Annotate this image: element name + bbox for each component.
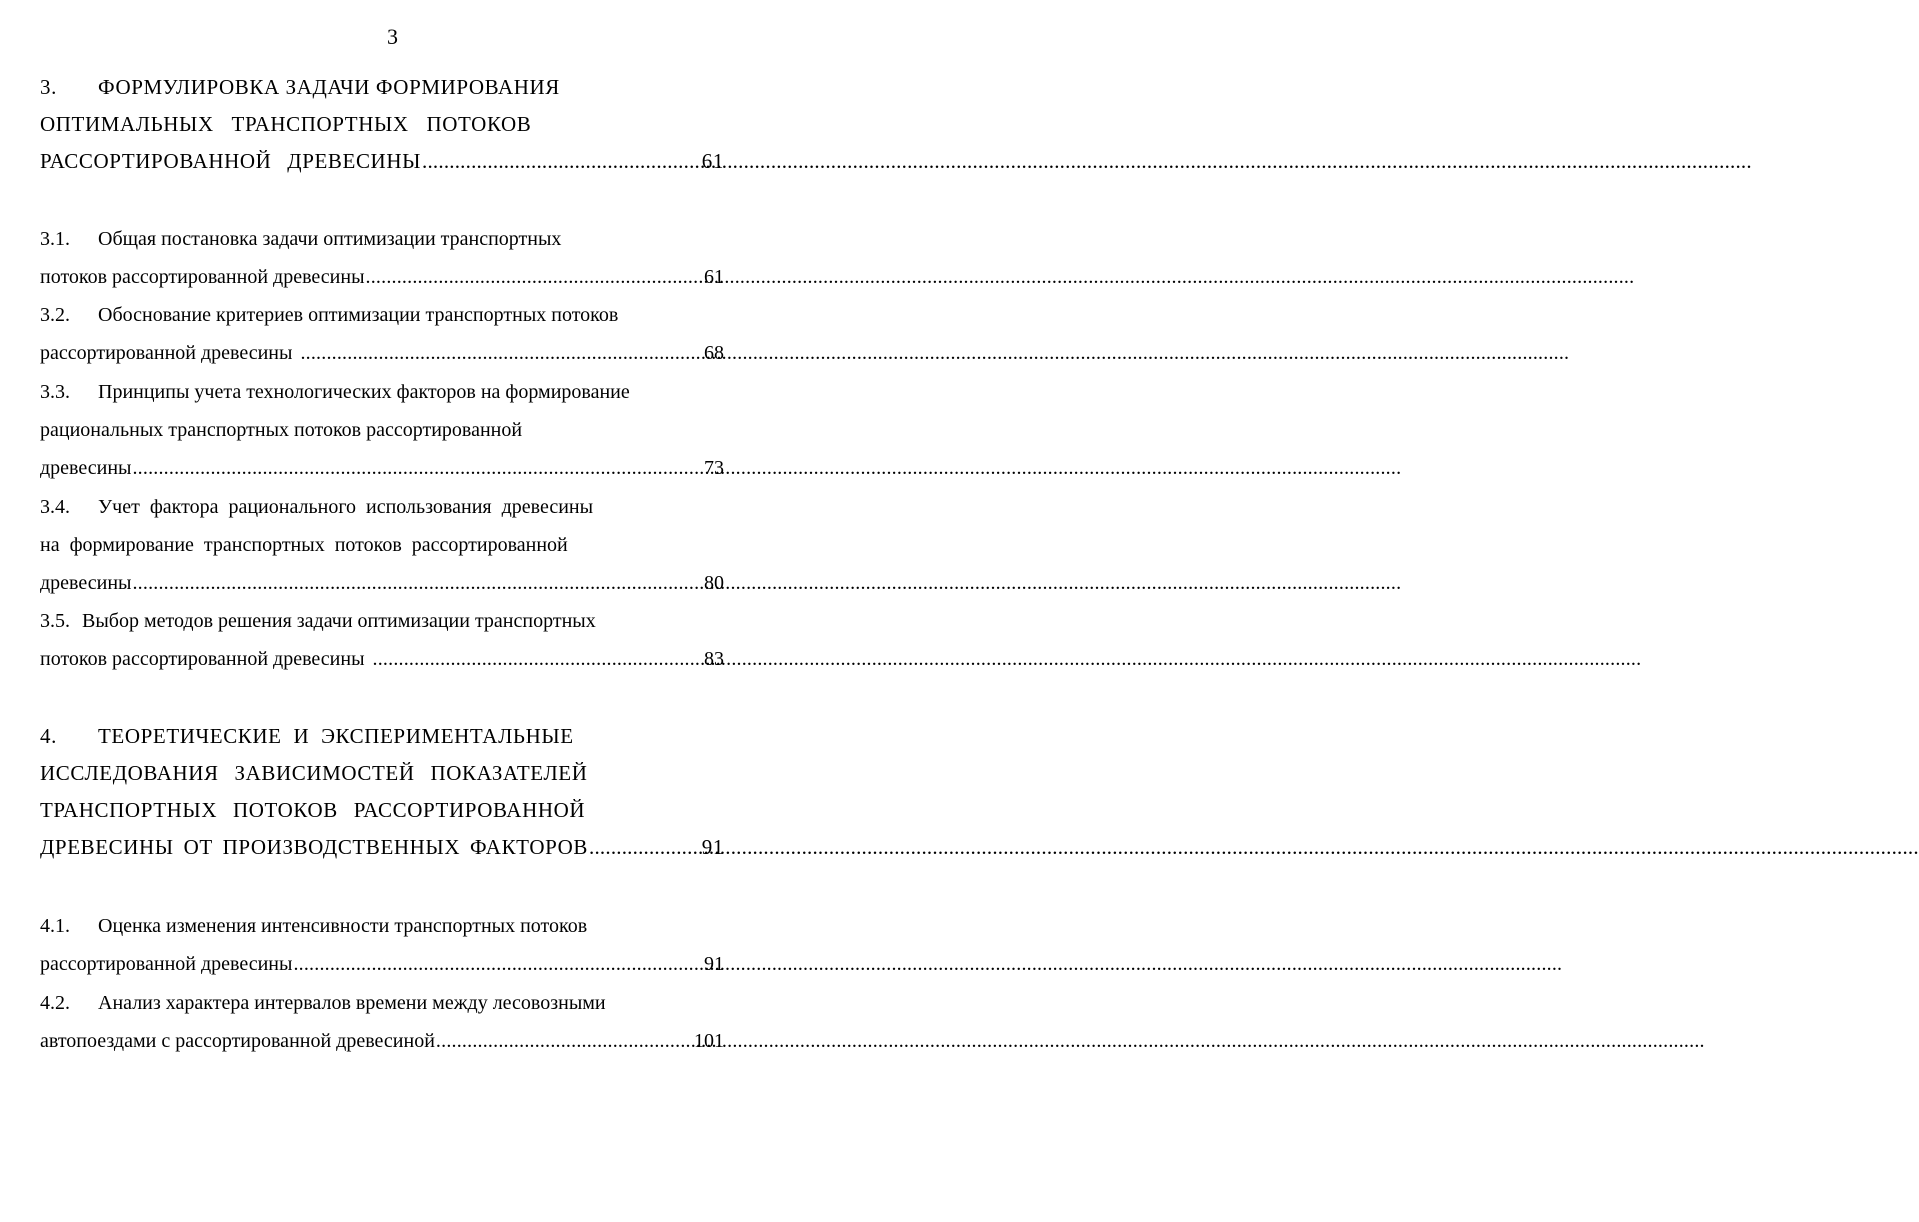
section-title-line: Выбор методов решения задачи оптимизации транспортных <box>82 610 596 632</box>
toc-line <box>40 112 724 150</box>
page-ref: 61 <box>701 149 724 173</box>
dot-leader <box>422 149 701 174</box>
toc-line <box>40 648 724 686</box>
section-title-line: Учет фактора рационального использования древесины <box>98 496 594 518</box>
toc-line <box>40 572 724 610</box>
page-ref: 68 <box>704 342 724 364</box>
section-title-line: ТЕОРЕТИЧЕСКИЕ И ЭКСПЕРИМЕНТАЛЬНЫЕ <box>98 724 574 748</box>
section-title-line: рассортированной древесины <box>40 953 293 975</box>
page-ref: 83 <box>704 648 724 670</box>
section-title-line: потоков рассортированной древесины <box>40 266 365 288</box>
section-title-line: ИССЛЕДОВАНИЯ ЗАВИСИМОСТЕЙ ПОКАЗАТЕЛЕЙ <box>40 761 588 785</box>
toc-line <box>40 342 724 380</box>
toc-line <box>40 534 724 572</box>
toc-line <box>40 149 724 187</box>
toc-line <box>40 496 724 534</box>
section-title-line: ДРЕВЕСИНЫ ОТ ПРОИЗВОДСТВЕННЫХ ФАКТОРОВ <box>40 835 589 859</box>
dot-leader <box>366 266 703 289</box>
section-number: 3.2. <box>40 304 70 326</box>
section-number: 4.2. <box>40 992 70 1014</box>
section-number: 4. <box>40 724 57 748</box>
page-ref: 61 <box>704 266 724 288</box>
toc-line <box>40 1030 724 1068</box>
toc-line <box>40 798 724 836</box>
toc-line <box>40 835 724 873</box>
toc-line <box>40 992 724 1030</box>
toc-line <box>40 610 724 648</box>
section-number: 3. <box>40 75 57 99</box>
dot-leader <box>293 953 703 976</box>
section-title-line: автопоездами с рассортированной древесиной <box>40 1030 435 1052</box>
section-title-line: потоков рассортированной древесины <box>40 648 365 670</box>
toc-line <box>40 457 724 495</box>
dot-leader <box>300 342 703 365</box>
section-title-line: древесины <box>40 572 132 594</box>
section-number: 3.1. <box>40 228 70 250</box>
dot-leader <box>373 648 703 671</box>
section-number: 4.1. <box>40 915 70 937</box>
dot-leader <box>132 457 699 480</box>
toc-line <box>40 304 724 342</box>
toc-line <box>40 75 724 113</box>
section-title-line: Обоснование критериев оптимизации транспортных потоков <box>98 304 619 326</box>
toc-line <box>40 953 724 991</box>
section-title-line: ФОРМУЛИРОВКА ЗАДАЧИ ФОРМИРОВАНИЯ <box>98 75 560 99</box>
toc-line <box>40 266 724 304</box>
toc-line <box>40 724 724 762</box>
section-title-line: на формирование транспортных потоков рассортированной <box>40 534 568 556</box>
section-title-line: РАССОРТИРОВАННОЙ ДРЕВЕСИНЫ <box>40 149 422 173</box>
section-number: 3.3. <box>40 381 70 403</box>
toc-line <box>40 761 724 799</box>
page-number: 3 <box>387 24 398 49</box>
dot-leader <box>132 572 699 595</box>
section-title-line: Принципы учета технологических факторов на формирование <box>98 381 630 403</box>
dot-leader <box>589 835 701 860</box>
section-title-line: ТРАНСПОРТНЫХ ПОТОКОВ РАССОРТИРОВАННОЙ <box>40 798 586 822</box>
toc-line <box>40 381 724 419</box>
section-title-line: рациональных транспортных потоков рассортированной <box>40 419 523 441</box>
dot-leader <box>436 1030 693 1053</box>
toc-line <box>40 915 724 953</box>
section-title-line: древесины <box>40 457 132 479</box>
section-number: 3.4. <box>40 496 70 518</box>
toc-line <box>40 419 724 457</box>
page-ref: 80 <box>704 572 724 594</box>
page-ref: 101 <box>694 1030 724 1052</box>
page-ref: 91 <box>704 953 724 975</box>
section-title-line: ОПТИМАЛЬНЫХ ТРАНСПОРТНЫХ ПОТОКОВ <box>40 112 532 136</box>
section-title-line: Общая постановка задачи оптимизации транспортных <box>98 228 562 250</box>
section-title-line: Оценка изменения интенсивности транспортных потоков <box>98 915 588 937</box>
page-ref: 91 <box>701 835 724 859</box>
section-title-line: рассортированной древесины <box>40 342 293 364</box>
section-title-line: Анализ характера интервалов времени между лесовозными <box>98 992 606 1014</box>
page-ref: 73 <box>704 457 724 479</box>
toc-line <box>40 228 724 266</box>
section-number: 3.5. <box>40 610 70 632</box>
